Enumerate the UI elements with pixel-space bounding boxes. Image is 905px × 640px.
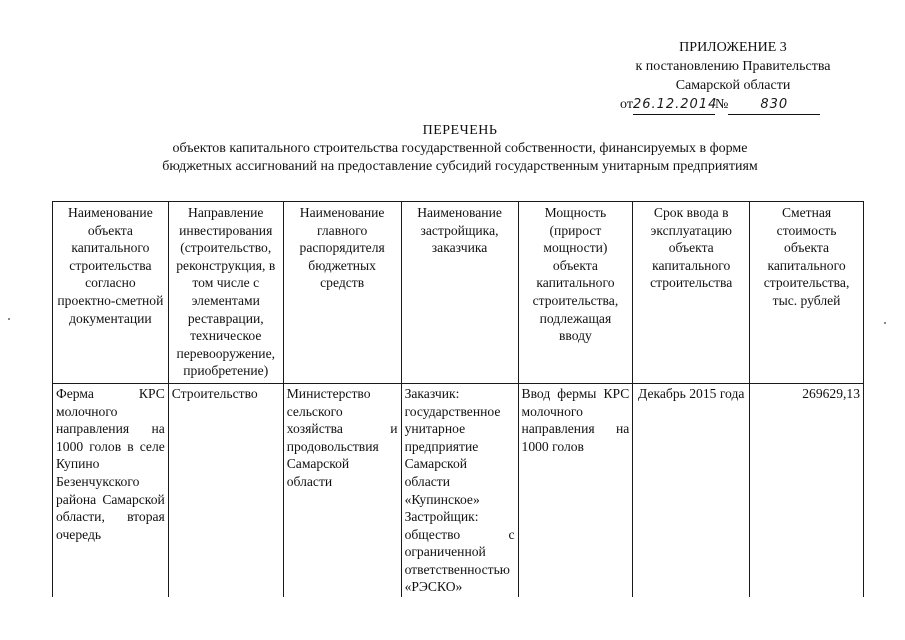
cell-object-name: Ферма КРС молочного направления на 1000 голов в селе Купино Безенчукского района Самарской области, вторая очередь [53,383,169,597]
document-subtitle-line-1: объектов капитального строительства государственной собственности, финансируемых в форме [172,141,748,156]
appendix-line-decree: к постановлению Правительства [635,59,831,74]
table-header-row [53,202,864,384]
document-subtitle-line-2: бюджетных ассигнований на предоставление субсидий государственным унитарным предприятиям [162,159,758,174]
cell-commissioning-term: Декабрь 2015 года [633,383,750,597]
header-object-name: Наименование объекта капитального строительства согласно проектно-сметной документации [53,202,169,384]
scan-speck [8,318,10,320]
appendix-block [600,38,866,115]
header-commissioning-term: Срок ввода в эксплуатацию объекта капитального строительства [633,202,750,384]
cell-investment-direction: Строительство [168,383,283,597]
cell-capacity: Ввод фермы КРС молочного направления на 1000 голов [518,383,633,597]
appendix-date-line [600,95,866,115]
header-estimated-cost: Сметная стоимость объекта капитального строительства, тыс. рублей [750,202,864,384]
header-budget-manager: Наименование главного распорядителя бюджетных средств [283,202,401,384]
header-investment-direction: Направление инвестирования (строительство, реконструкция, в том числе с элементами реставрации, техническое перевооружение, приобретение) [168,202,283,384]
table-row [53,383,864,597]
cell-estimated-cost: 269629,13 [750,383,864,597]
date-prefix: от [620,97,633,112]
header-capacity: Мощность (прирост мощности) объекта капитального строительства, подлежащая вводу [518,202,633,384]
number-sign: № [714,97,729,112]
handwritten-date: 26.12.2014 [633,95,715,115]
handwritten-number: 830 [728,95,820,115]
appendix-title: ПРИЛОЖЕНИЕ 3 [679,40,787,55]
document-heading [80,122,840,176]
cell-budget-manager: Министерство сельского хозяйства и продовольствия Самарской области [283,383,401,597]
scan-speck [884,322,886,324]
cell-developer-customer: Заказчик: государственное унитарное предприятие Самарской области «Купинское» Застройщик: общество с ограниченной ответственностью «РЭСКО» [401,383,518,597]
header-developer-customer: Наименование застройщика, заказчика [401,202,518,384]
objects-table [52,201,864,597]
document-title: ПЕРЕЧЕНЬ [422,123,498,138]
appendix-line-region: Самарской области [675,78,791,93]
